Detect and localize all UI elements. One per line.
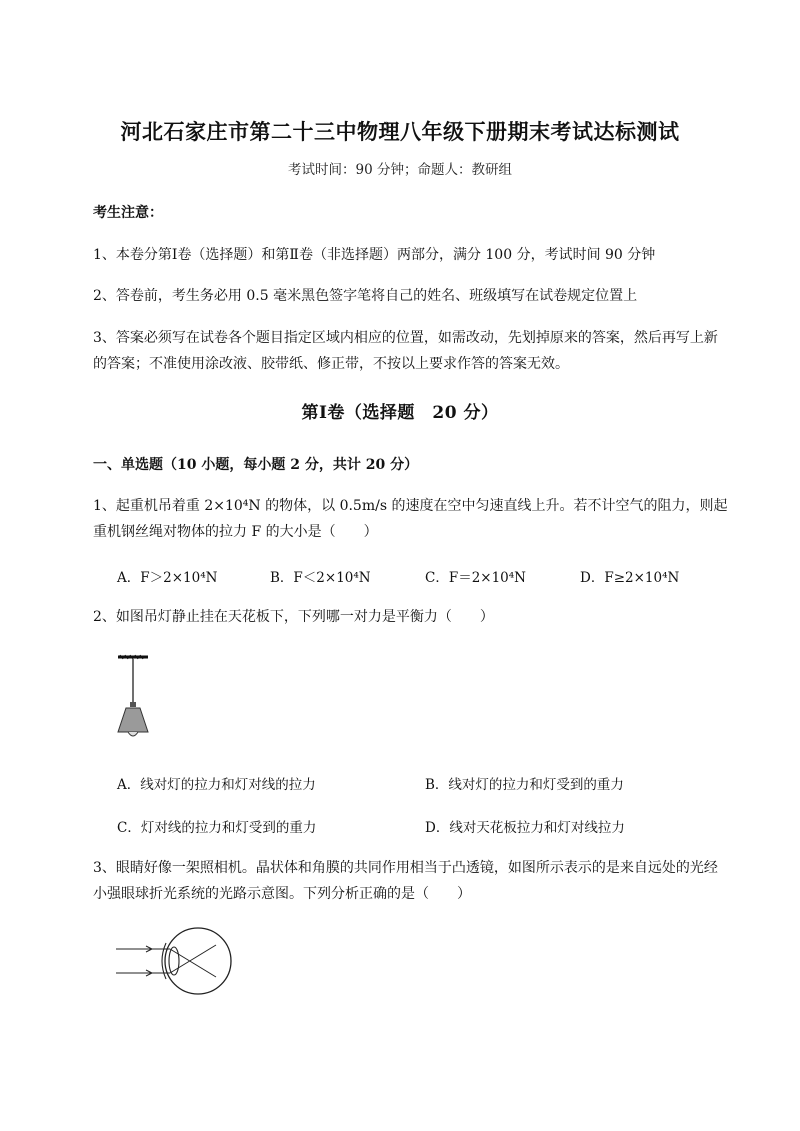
- q2-option-a[interactable]: A．线对灯的拉力和灯对线的拉力: [117, 777, 316, 793]
- page-title: 河北石家庄市第二十三中物理八年级下册期末考试达标测试: [120, 119, 680, 144]
- question-1-text: 1、起重机吊着重 2×10⁴N 的物体，以 0.5m/s 的速度在空中匀速直线上升。若不计空气的阻力，则起: [93, 498, 728, 514]
- section-title: 第Ⅰ卷（选择题 20 分）: [301, 403, 499, 423]
- q2-option-d[interactable]: D．线对天花板拉力和灯对线拉力: [425, 820, 625, 836]
- question-3-text: 3、眼睛好像一架照相机。晶状体和角膜的共同作用相当于凸透镜，如图所示表示的是来自远处的光经: [93, 860, 718, 876]
- notes-heading: 考生注意：: [93, 205, 163, 221]
- q2-option-b[interactable]: B．线对灯的拉力和灯受到的重力: [425, 777, 624, 793]
- q2-option-c[interactable]: C．灯对线的拉力和灯受到的重力: [117, 820, 317, 836]
- note-item: 3、答案必须写在试卷各个题目指定区域内相应的位置，如需改动，先划掉原来的答案，然后再写上新: [93, 330, 718, 346]
- question-3-text: 小强眼球折光系统的光路示意图。下列分析正确的是（ ）: [93, 886, 471, 902]
- note-item: 2、答卷前，考生务必用 0.5 毫米黑色签字笔将自己的姓名、班级填写在试卷规定位置上: [93, 288, 638, 304]
- q1-option-b[interactable]: B．F＜2×10⁴N: [270, 570, 371, 586]
- note-item: 的答案；不准使用涂改液、胶带纸、修正带，不按以上要求作答的答案无效。: [93, 356, 569, 372]
- eye-light-path-figure: [112, 925, 242, 1005]
- q1-option-a[interactable]: A．F＞2×10⁴N: [117, 570, 218, 586]
- question-1-text: 重机钢丝绳对物体的拉力 F 的大小是（ ）: [93, 524, 378, 540]
- part-heading: 一、单选题（10 小题，每小题 2 分，共计 20 分）: [93, 457, 419, 473]
- pendant-lamp-figure: [112, 652, 162, 744]
- q1-option-c[interactable]: C．F＝2×10⁴N: [425, 570, 526, 586]
- question-2-text: 2、如图吊灯静止挂在天花板下，下列哪一对力是平衡力（ ）: [93, 609, 494, 625]
- exam-info: 考试时间：90 分钟；命题人：教研组: [288, 162, 512, 178]
- note-item: 1、本卷分第Ⅰ卷（选择题）和第Ⅱ卷（非选择题）两部分，满分 100 分，考试时间 90 分钟: [93, 247, 656, 263]
- q1-option-d[interactable]: D．F≥2×10⁴N: [580, 570, 680, 586]
